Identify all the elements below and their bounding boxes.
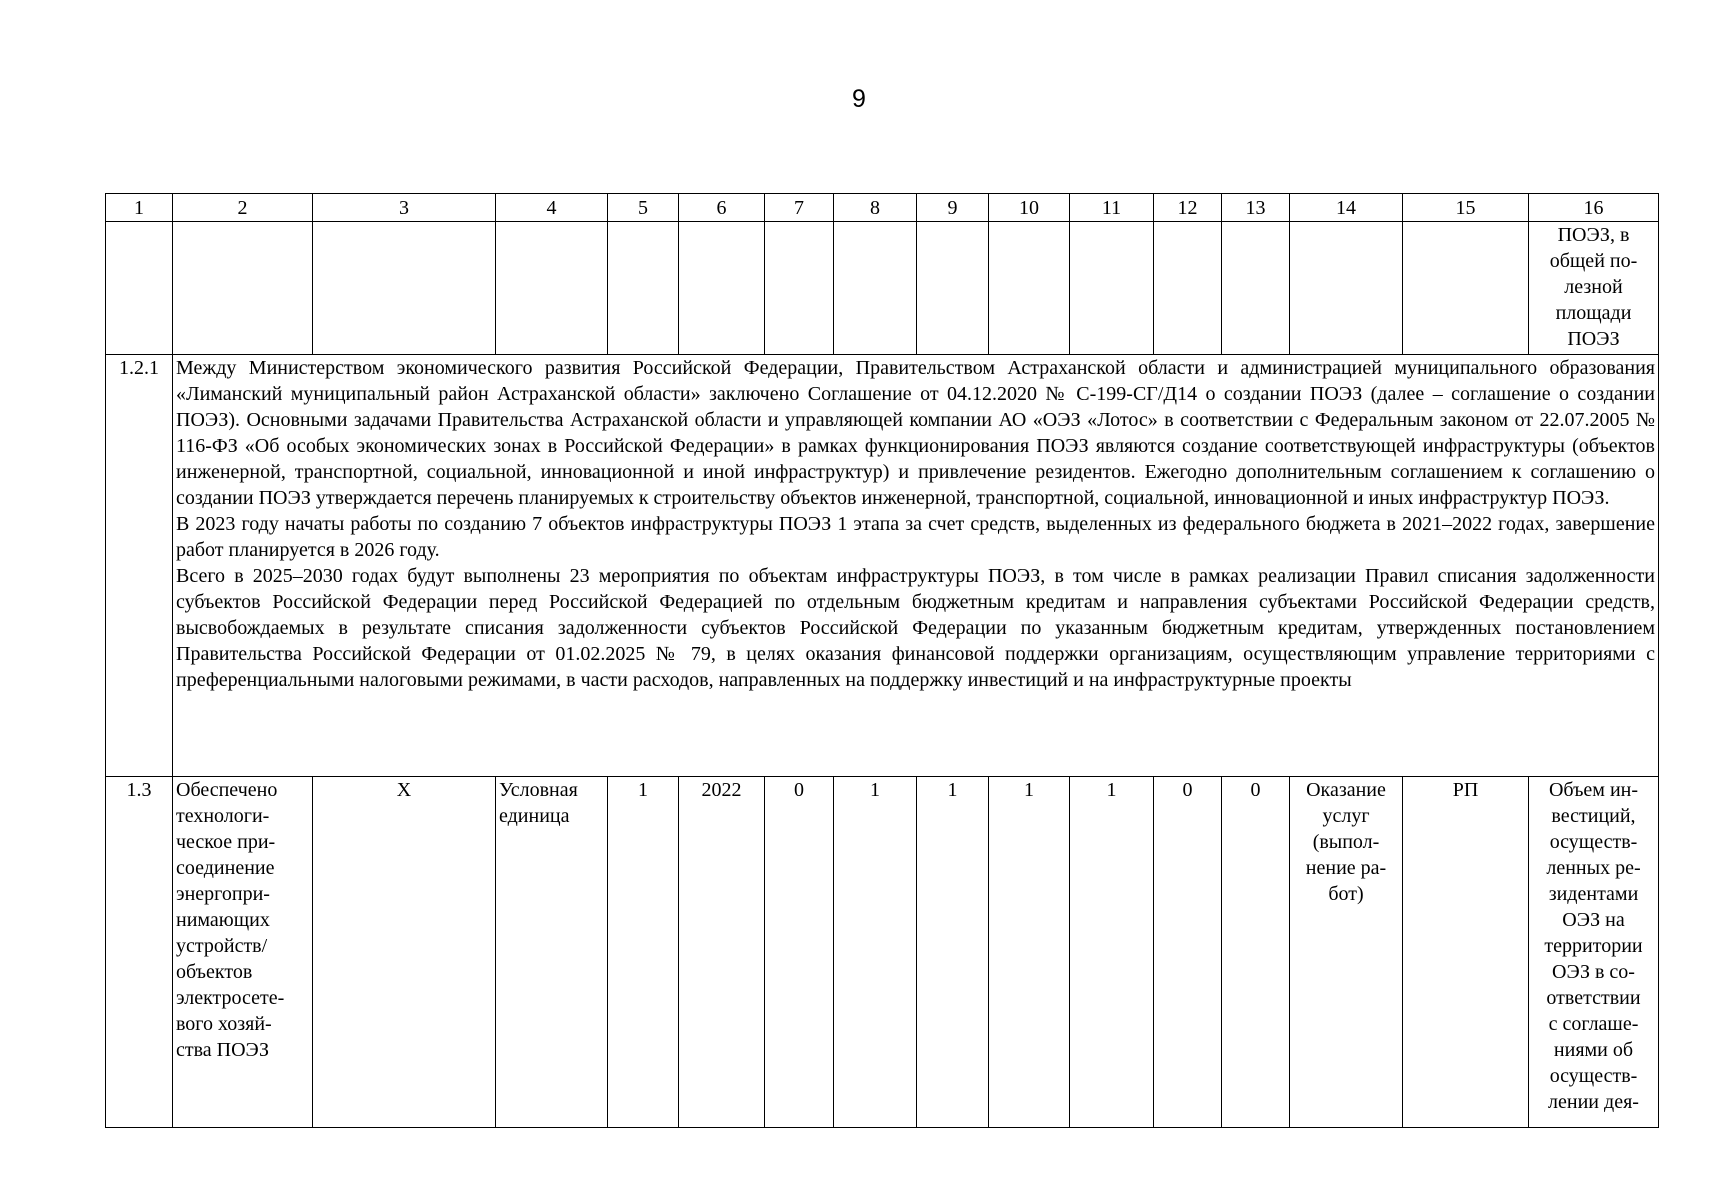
- cell-line: ниями об: [1553, 1039, 1634, 1061]
- header-cell: 3: [313, 194, 496, 222]
- header-cell: 5: [608, 194, 679, 222]
- paragraph: Всего в 2025–2030 годах будут выполнены 23 мероприятия по объектам инфраструктуры ПОЭЗ, в том числе в рамках реализации Правил списания задолженности субъектов Российской Федерации перед Российской Федерацией по отдельным бюджетным кредитам и направления субъектами Российской Федерации средств, высвобождаемых в результате списания задолженности субъектов Российской Федерации по указанным бюджетным кредитам, утвержденных постановлением Правительства Российской Федерации от 01.02.2025 № 79, в целях оказания финансовой поддержки организациям, осуществляющим управление территориями с преференциальными налоговыми режимами, в части расходов, направленных на поддержку инвестиций и на инфраструктурные проекты: [176, 565, 1655, 691]
- table-cell: [765, 222, 834, 355]
- table-cell: 2022: [679, 777, 765, 1128]
- unit-cell: [496, 777, 608, 1128]
- table-cell: [834, 222, 917, 355]
- cell-line: зидентами: [1548, 883, 1639, 905]
- row-1-2-1-description: [173, 355, 1659, 777]
- service-type-cell: [1290, 777, 1403, 1128]
- table-cell: 1: [917, 777, 989, 1128]
- cell-line: территории: [1544, 935, 1643, 957]
- cell-line: с соглаше-: [1548, 1013, 1639, 1035]
- header-cell: 1: [106, 194, 173, 222]
- cell-line: вестиций,: [1551, 805, 1636, 827]
- column-number-row: [106, 194, 1659, 222]
- cell-line: технологи-: [176, 805, 270, 827]
- header-cell: 16: [1529, 194, 1659, 222]
- table-cell: [1070, 222, 1154, 355]
- continuation-col16-cell: [1529, 222, 1659, 355]
- header-cell: 4: [496, 194, 608, 222]
- cell-line: осуществ-: [1549, 831, 1638, 853]
- table-cell: [1290, 222, 1403, 355]
- table-cell: 0: [765, 777, 834, 1128]
- table-cell: [173, 222, 313, 355]
- cell-line: Обеспечено: [176, 779, 278, 801]
- row-number-cell: 1.2.1: [106, 355, 173, 777]
- cell-line: вого хозяй-: [176, 1013, 272, 1035]
- row-1-3: [106, 777, 1659, 1128]
- header-cell: 13: [1222, 194, 1290, 222]
- table-cell: [1403, 222, 1529, 355]
- header-cell: 10: [989, 194, 1070, 222]
- cell-line: ответствии: [1546, 987, 1641, 1009]
- cell-line: энергопри-: [176, 883, 270, 905]
- cell-line: лезной: [1564, 276, 1623, 298]
- header-cell: 11: [1070, 194, 1154, 222]
- table-cell: 1: [1070, 777, 1154, 1128]
- cell-line: нение ра-: [1305, 857, 1387, 879]
- cell-line: лении дея-: [1548, 1091, 1639, 1113]
- table-cell: [917, 222, 989, 355]
- table-cell: Х: [313, 777, 496, 1128]
- header-cell: 2: [173, 194, 313, 222]
- row-number-cell: 1.3: [106, 777, 173, 1128]
- cell-line: Оказание: [1306, 779, 1386, 801]
- table-cell: 1: [989, 777, 1070, 1128]
- header-cell: 6: [679, 194, 765, 222]
- table-cell: 0: [1154, 777, 1222, 1128]
- cell-line: ства ПОЭЗ: [176, 1039, 270, 1061]
- header-cell: 7: [765, 194, 834, 222]
- cell-line: ческое при-: [176, 831, 276, 853]
- cell-line: ПОЭЗ: [1567, 328, 1620, 350]
- table-cell: [1154, 222, 1222, 355]
- cell-line: (выпол-: [1312, 831, 1380, 853]
- cell-line: общей по-: [1549, 250, 1638, 272]
- page-number: 9: [852, 85, 866, 113]
- cell-line: Условная: [499, 779, 578, 801]
- cell-line: объектов: [176, 961, 253, 983]
- paragraph: В 2023 году начаты работы по созданию 7 объектов инфраструктуры ПОЭЗ 1 этапа за счет средств, выделенных из федерального бюджета в 2021–2022 годах, завершение работ планируется в 2026 году.: [176, 513, 1655, 561]
- cell-line: осуществ-: [1549, 1065, 1638, 1087]
- row-1-2-1: [106, 355, 1659, 777]
- cell-line: электросете-: [176, 987, 285, 1009]
- indicator-name-cell: [173, 777, 313, 1128]
- cell-line: ОЭЗ на: [1562, 909, 1625, 931]
- cell-line: Объем ин-: [1548, 779, 1639, 801]
- indicators-table: [105, 193, 1659, 1128]
- cell-line: ПОЭЗ, в: [1557, 224, 1630, 246]
- table-cell: [989, 222, 1070, 355]
- table-cell: [608, 222, 679, 355]
- cell-line: ОЭЗ в со-: [1552, 961, 1635, 983]
- table-cell: 1: [834, 777, 917, 1128]
- header-cell: 8: [834, 194, 917, 222]
- cell-line: устройств/: [176, 935, 268, 957]
- table-cell: [679, 222, 765, 355]
- table-cell: [1222, 222, 1290, 355]
- table-cell: РП: [1403, 777, 1529, 1128]
- cell-line: соединение: [176, 857, 275, 879]
- cell-line: услуг: [1322, 805, 1370, 827]
- table-cell: [496, 222, 608, 355]
- cell-line: нимающих: [176, 909, 270, 931]
- table-cell: 0: [1222, 777, 1290, 1128]
- header-cell: 15: [1403, 194, 1529, 222]
- paragraph: Между Министерством экономического развития Российской Федерации, Правительством Астраханской области и администрацией муниципального образования «Лиманский муниципальный район Астраханской области» заключено Соглашение от 04.12.2020 № С-199-СГ/Д14 о создании ПОЭЗ (далее – соглашение о создании ПОЭЗ). Основными задачами Правительства Астраханской области и управляющей компании АО «ОЭЗ «Лотос» в соответствии с Федеральным законом от 22.07.2005 № 116-ФЗ «Об особых экономических зонах в Российской Федерации» в рамках функционирования ПОЭЗ являются создание соответствующей инфраструктуры (объектов инженерной, транспортной, социальной, инновационной и иной инфраструктур) и привлечение резидентов. Ежегодно дополнительным соглашением к соглашению о создании ПОЭЗ утверждается перечень планируемых к строительству объектов инженерной, транспортной, социальной, инновационной и иных инфраструктур ПОЭЗ.: [176, 357, 1655, 509]
- cell-line: единица: [499, 805, 570, 827]
- cell-line: ленных ре-: [1546, 857, 1641, 879]
- header-cell: 12: [1154, 194, 1222, 222]
- header-cell: 9: [917, 194, 989, 222]
- table-cell: [313, 222, 496, 355]
- table-cell: [106, 222, 173, 355]
- continuation-row: [106, 222, 1659, 355]
- investment-volume-cell: [1529, 777, 1659, 1128]
- cell-line: площади: [1555, 302, 1632, 324]
- header-cell: 14: [1290, 194, 1403, 222]
- cell-line: бот): [1328, 883, 1364, 905]
- table-cell: 1: [608, 777, 679, 1128]
